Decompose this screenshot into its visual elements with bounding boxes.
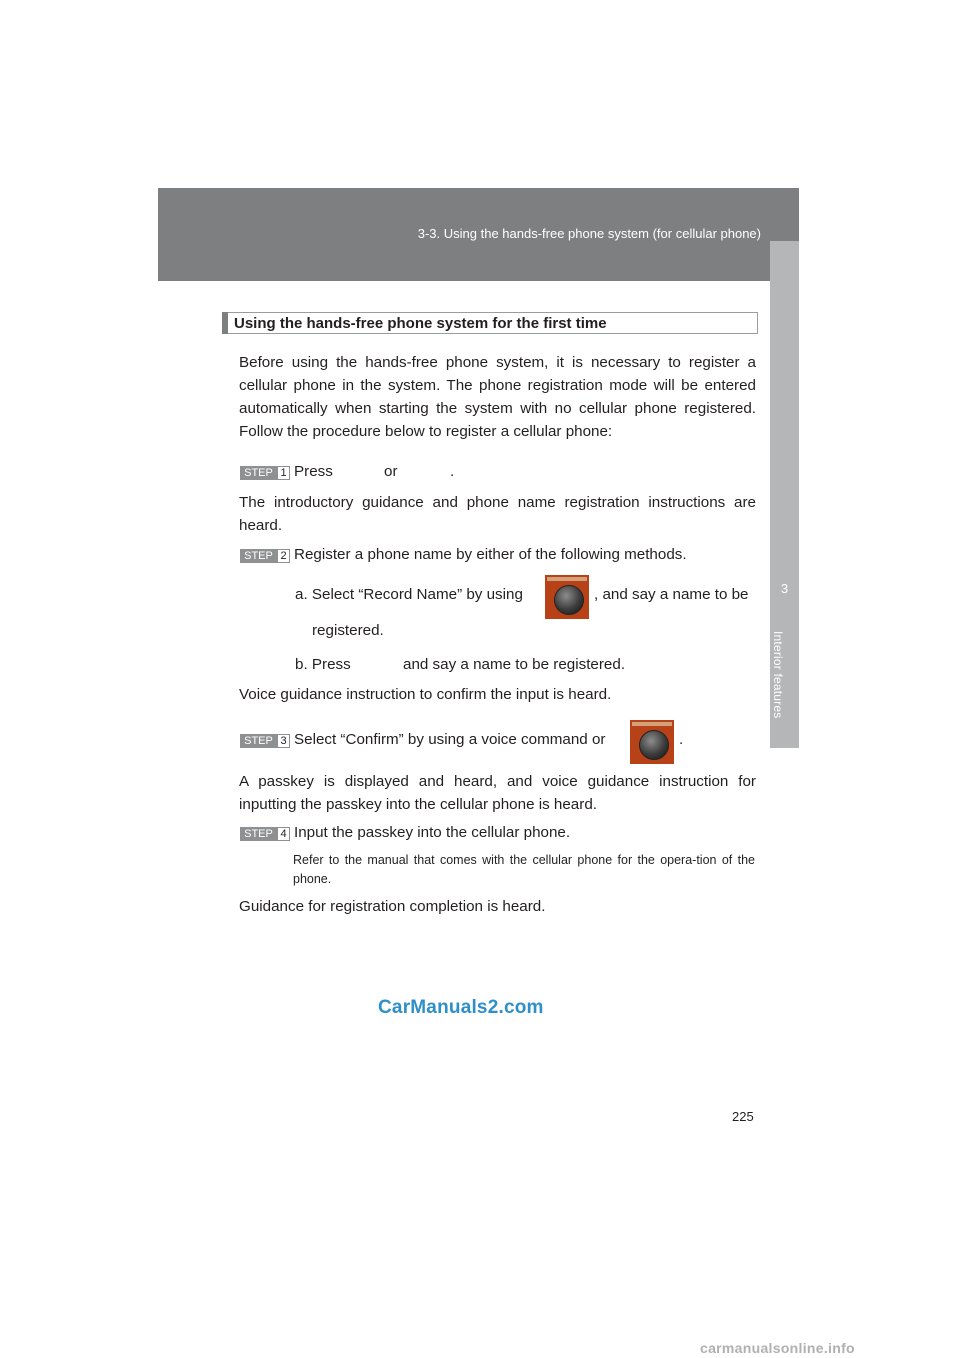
- knob-dial: [554, 585, 584, 615]
- step-number: 3: [277, 734, 290, 748]
- step-2-text: Register a phone name by either of the following methods.: [294, 546, 687, 563]
- step-1-or: or: [384, 463, 398, 480]
- step-3-text: Select “Confirm” by using a voice command or: [294, 731, 606, 748]
- step-4-note: Refer to the manual that comes with the cellular phone for the opera-tion of the phone.: [293, 853, 755, 886]
- watermark-carmanualsonline: carmanualsonline.info: [700, 1340, 855, 1356]
- step-1-badge: [240, 466, 290, 480]
- section-heading-text: Using the hands-free phone system for the first time: [234, 315, 607, 332]
- step-3-suffix: .: [679, 731, 684, 748]
- completion-text: Guidance for registration completion is heard.: [239, 898, 546, 915]
- method-a-suffix: , and say a name to be: [594, 586, 749, 603]
- step-4-badge: [240, 827, 290, 841]
- method-b-text: b. Press: [295, 656, 351, 673]
- knob-label-strip: [632, 722, 672, 726]
- step-3-badge: [240, 734, 290, 748]
- chapter-header: [158, 188, 799, 281]
- watermark-carmanuals2: CarManuals2.com: [378, 997, 544, 1018]
- chapter-title: 3-3. Using the hands-free phone system (for cellular phone): [417, 226, 761, 241]
- step-3-result: A passkey is displayed and heard, and voice guidance instruction for inputting the passkey into the cellular phone is heard.: [239, 773, 756, 813]
- method-a-cont: registered.: [312, 622, 384, 639]
- chapter-number: 3: [780, 581, 789, 596]
- step-2-badge: [240, 549, 290, 563]
- step-4-text: Input the passkey into the cellular phone.: [294, 824, 571, 841]
- step-number: 4: [277, 827, 290, 841]
- step-1-result: The introductory guidance and phone name registration instructions are heard.: [239, 494, 756, 534]
- chapter-side-tab: [770, 241, 799, 748]
- knob-label-strip: [547, 577, 587, 581]
- section-heading: [222, 312, 758, 334]
- step-1-press: Press: [294, 463, 333, 480]
- step-number: 1: [277, 466, 290, 480]
- tune-select-knob-icon: [545, 575, 589, 619]
- page-number: 225: [732, 1109, 754, 1124]
- step-number: 2: [277, 549, 290, 563]
- chapter-label: Interior features: [771, 631, 785, 719]
- step-1-period: .: [450, 463, 455, 480]
- knob-dial: [639, 730, 669, 760]
- step-label: STEP: [240, 734, 277, 748]
- intro-paragraph: Before using the hands-free phone system, it is necessary to register a cellular phone in the system. The phone registration mode will be entered automatically when starting the system with no cellular phone registered. Follow the procedure below to register a cellular phone:: [239, 354, 756, 440]
- method-b-suffix: and say a name to be registered.: [403, 656, 626, 673]
- step-label: STEP: [240, 827, 277, 841]
- tune-select-knob-icon: [630, 720, 674, 764]
- heading-bar: [222, 312, 228, 334]
- step-2-result: Voice guidance instruction to confirm the input is heard.: [239, 686, 612, 703]
- step-label: STEP: [240, 466, 277, 480]
- method-a-text: a. Select “Record Name” by using: [295, 586, 523, 603]
- step-label: STEP: [240, 549, 277, 563]
